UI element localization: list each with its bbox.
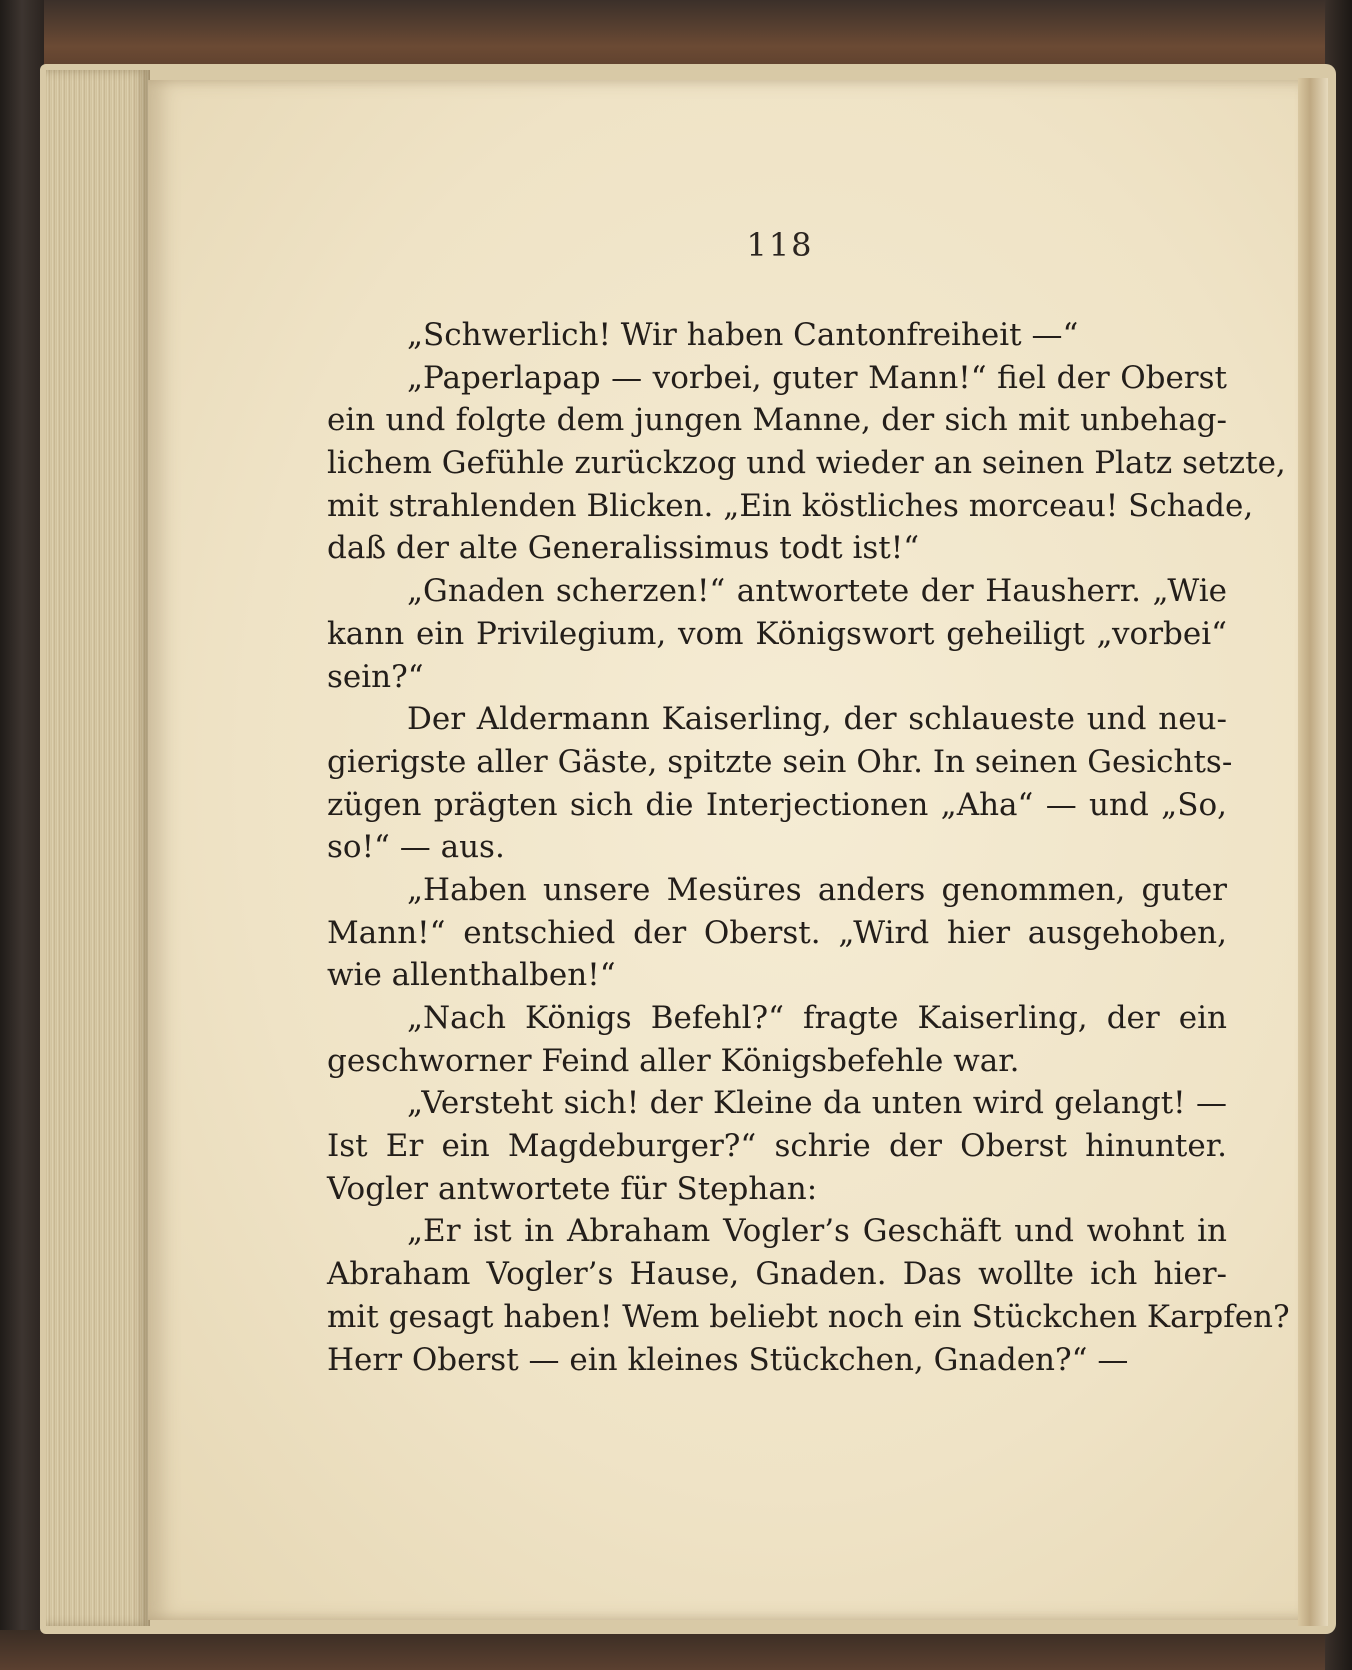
text-line: „Paperlapap — vorbei, guter Mann!“ fiel der Oberst xyxy=(407,359,1227,396)
text-line: „Versteht sich! der Kleine da unten wird gelangt! — xyxy=(407,1085,1227,1122)
text-line: mit gesagt haben! Wem beliebt noch ein Stückchen Karpfen? xyxy=(327,1298,1290,1335)
page-text xyxy=(327,314,1290,1381)
text-line: lichem Gefühle zurückzog und wieder an seinen Platz setzte, xyxy=(327,445,1286,482)
text-line: Abraham Vogler’s Hause, Gnaden. Das wollte ich hier- xyxy=(327,1256,1227,1293)
page-edges xyxy=(46,70,150,1626)
text-line: „Haben unsere Mesüres anders genommen, guter xyxy=(407,871,1227,908)
text-line: „Gnaden scherzen!“ antwortete der Hausherr. „Wie xyxy=(407,573,1227,610)
text-line: Vogler antwortete für Stephan: xyxy=(327,1170,818,1207)
text-line: ein und folgte dem jungen Manne, der sich mit unbehag- xyxy=(327,402,1227,439)
text-line: „Nach Königs Befehl?“ fragte Kaiserling, der ein xyxy=(407,1000,1227,1036)
text-line: „Schwerlich! Wir haben Cantonfreiheit —“ xyxy=(407,317,1079,353)
text-line: kann ein Privilegium, vom Königswort geheiligt „vorbei“ xyxy=(327,615,1227,652)
text-line: gierigste aller Gäste, spitzte sein Ohr. In seinen Gesichts- xyxy=(327,743,1233,780)
book-gutter xyxy=(1298,78,1328,1626)
book-cover-left xyxy=(0,0,44,1670)
text-line: Der Aldermann Kaiserling, der schlaueste und neu- xyxy=(407,701,1227,738)
text-line: „Er ist in Abraham Vogler’s Geschäft und wohnt in xyxy=(407,1213,1227,1250)
text-line: zügen prägten sich die Interjectionen „Aha“ — und „So, xyxy=(327,786,1227,823)
text-line: so!“ — aus. xyxy=(327,829,505,866)
page-number: 118 xyxy=(746,226,814,264)
text-line: Mann!“ entschied der Oberst. „Wird hier ausgehoben, xyxy=(327,914,1227,951)
text-line: Herr Oberst — ein kleines Stückchen, Gnaden?“ — xyxy=(327,1341,1129,1378)
text-line: Ist Er ein Magdeburger?“ schrie der Oberst hinunter. xyxy=(327,1128,1227,1165)
book-cover-bottom xyxy=(0,1630,1352,1670)
text-line: sein?“ xyxy=(327,658,424,695)
text-line: geschworner Feind aller Königsbefehle war. xyxy=(327,1042,1020,1079)
text-line: wie allenthalben!“ xyxy=(327,957,616,994)
text-line: mit strahlenden Blicken. „Ein köstliches morceau! Schade, xyxy=(327,487,1254,524)
text-line: daß der alte Generalissimus todt ist!“ xyxy=(327,530,920,567)
